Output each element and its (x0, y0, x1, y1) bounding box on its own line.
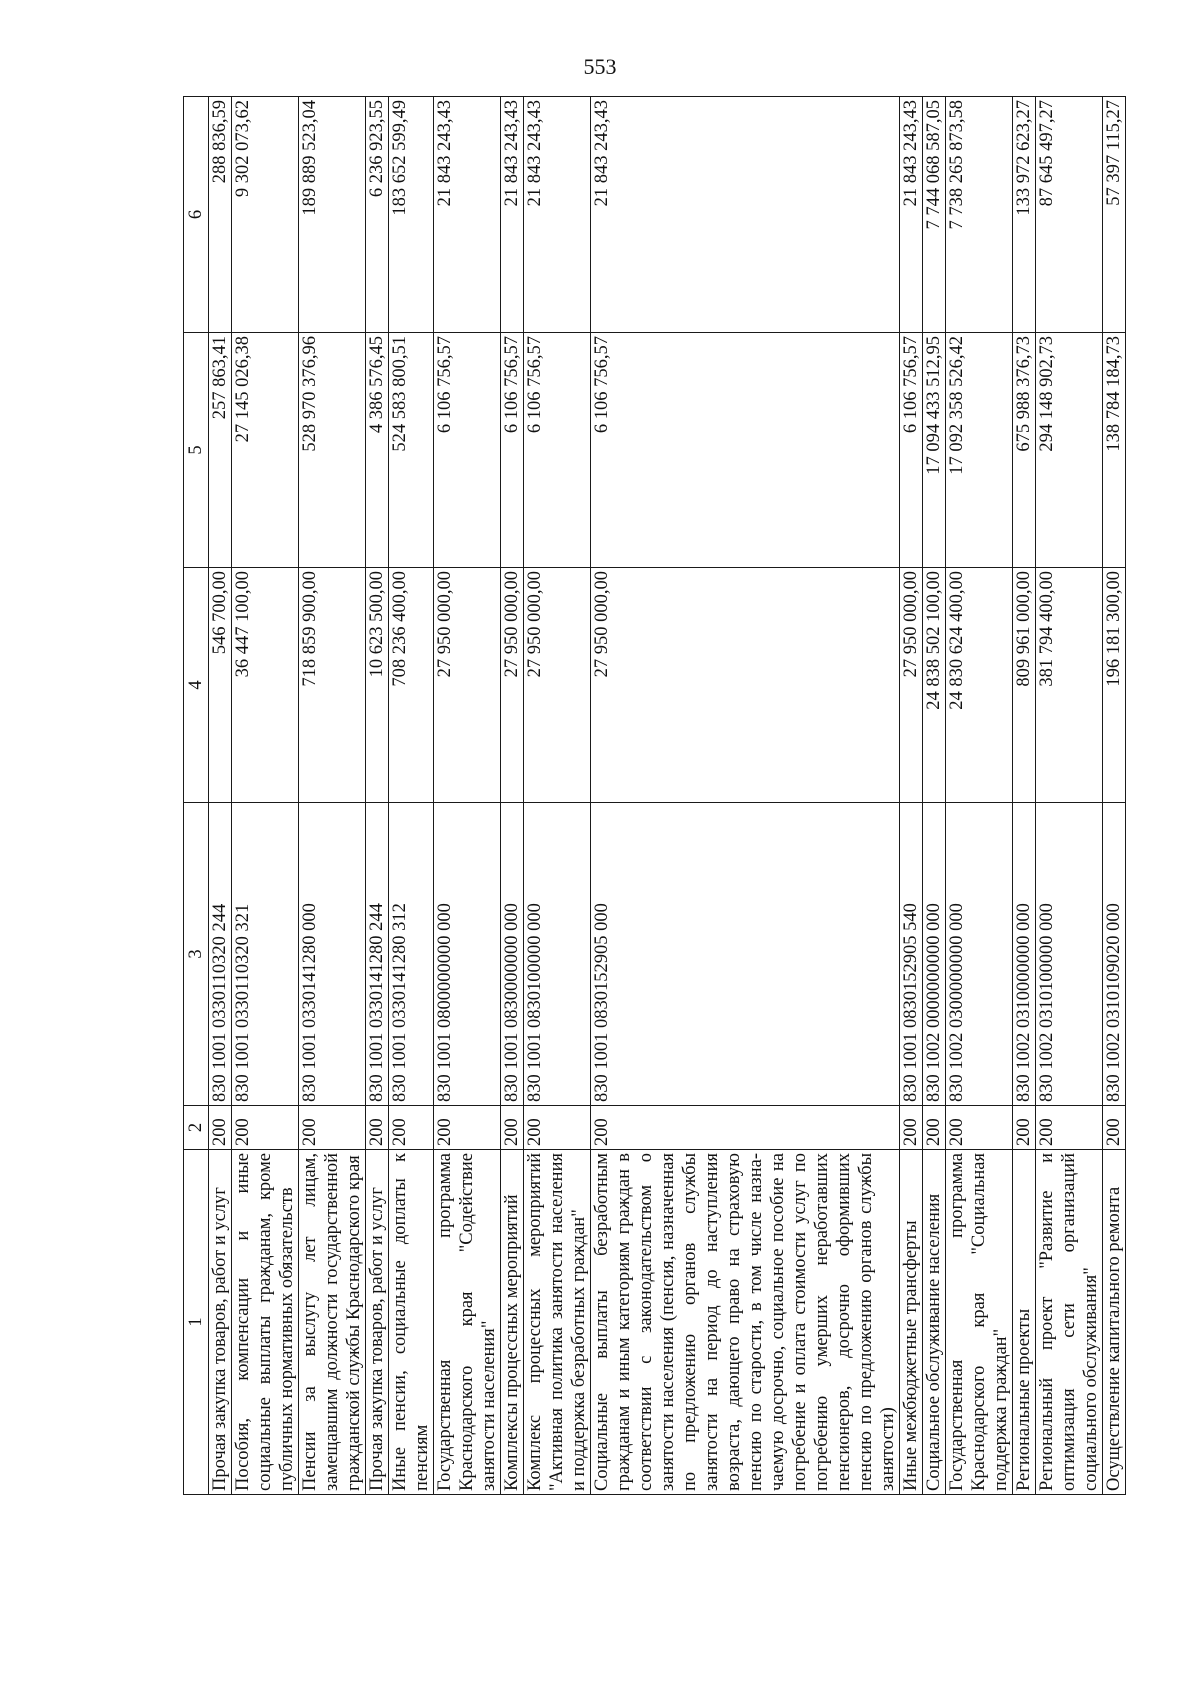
row-approved-amount: 196 181 300,00 (1103, 568, 1126, 803)
row-admin-code: 200 (389, 1106, 434, 1150)
row-name: Прочая закупка товаров, работ и услуг (209, 1150, 232, 1495)
row-executed-amount: 4 386 576,45 (366, 333, 389, 568)
row-unexecuted-amount: 9 302 073,62 (232, 97, 299, 333)
row-admin-code: 200 (366, 1106, 389, 1150)
row-classification-code: 830 1001 0800000000 000 (434, 803, 501, 1106)
row-executed-amount: 138 784 184,73 (1103, 333, 1126, 568)
row-unexecuted-amount: 183 652 599,49 (389, 97, 434, 333)
row-admin-code: 200 (1013, 1106, 1036, 1150)
header-col-3: 3 (184, 803, 209, 1106)
header-col-1: 1 (184, 1150, 209, 1495)
row-name: Государственная программа Краснодарского края "Социальная поддержка граждан" (946, 1150, 1013, 1495)
row-executed-amount: 524 583 800,51 (389, 333, 434, 568)
table-row (209, 97, 232, 1495)
row-admin-code: 200 (501, 1106, 524, 1150)
row-name: Прочая закупка товаров, работ и услуг (366, 1150, 389, 1495)
row-classification-code: 830 1002 0310100000 000 (1036, 803, 1103, 1106)
row-approved-amount: 27 950 000,00 (591, 568, 900, 803)
row-approved-amount: 36 447 100,00 (232, 568, 299, 803)
table-row (232, 97, 299, 1495)
row-unexecuted-amount: 21 843 243,43 (524, 97, 591, 333)
row-classification-code: 830 1001 0830000000 000 (501, 803, 524, 1106)
table-row (299, 97, 366, 1495)
row-classification-code: 830 1002 0000000000 000 (923, 803, 946, 1106)
row-name: Иные пенсии, социальные доплаты к пенсиям (389, 1150, 434, 1495)
row-unexecuted-amount: 21 843 243,43 (900, 97, 923, 333)
row-admin-code: 200 (1036, 1106, 1103, 1150)
row-executed-amount: 6 106 756,57 (524, 333, 591, 568)
row-name: Региональные проекты (1013, 1150, 1036, 1495)
row-approved-amount: 708 236 400,00 (389, 568, 434, 803)
row-classification-code: 830 1001 0330141280 312 (389, 803, 434, 1106)
row-admin-code: 200 (946, 1106, 1013, 1150)
row-executed-amount: 27 145 026,38 (232, 333, 299, 568)
row-classification-code: 830 1001 0830100000 000 (524, 803, 591, 1106)
table-row (389, 97, 434, 1495)
row-admin-code: 200 (209, 1106, 232, 1150)
table-row (366, 97, 389, 1495)
rotated-table-container (183, 97, 1124, 1495)
row-name: Комплекс процессных мероприятий "Активная политика занятости населения и поддержка безработных граждан" (524, 1150, 591, 1495)
row-executed-amount: 6 106 756,57 (591, 333, 900, 568)
table-row (524, 97, 591, 1495)
row-unexecuted-amount: 7 744 068 587,05 (923, 97, 946, 333)
row-name: Иные межбюджетные трансферты (900, 1150, 923, 1495)
table-row (1036, 97, 1103, 1495)
row-unexecuted-amount: 57 397 115,27 (1103, 97, 1126, 333)
row-admin-code: 200 (591, 1106, 900, 1150)
table-row (501, 97, 524, 1495)
row-name: Осуществление капитального ремонта (1103, 1150, 1126, 1495)
row-unexecuted-amount: 7 738 265 873,58 (946, 97, 1013, 333)
row-approved-amount: 10 623 500,00 (366, 568, 389, 803)
row-classification-code: 830 1001 0330110320 321 (232, 803, 299, 1106)
row-unexecuted-amount: 133 972 623,27 (1013, 97, 1036, 333)
table-row (591, 97, 900, 1495)
row-approved-amount: 27 950 000,00 (524, 568, 591, 803)
row-approved-amount: 24 830 624 400,00 (946, 568, 1013, 803)
row-name: Государственная программа Краснодарского края "Содействие занятости населения" (434, 1150, 501, 1495)
header-col-2: 2 (184, 1106, 209, 1150)
table-row (946, 97, 1013, 1495)
row-name: Социальные выплаты безработным гражданам и иным категориям граждан в соответствии с законодательством о занятости населения (пенсия, назначенная по предложению органов службы занятости на период до наступления возраста, дающего право на страховую пенсию по старости, в том числе назначаемую досрочно, социальное пособие на погребение и оплата стоимости услуг по погребению умерших неработавших пенсионеров, досрочно оформивших пенсию по предложению органов службы занятости) (591, 1150, 900, 1495)
row-executed-amount: 528 970 376,96 (299, 333, 366, 568)
row-classification-code: 830 1001 0330141280 244 (366, 803, 389, 1106)
row-unexecuted-amount: 21 843 243,43 (501, 97, 524, 333)
row-approved-amount: 546 700,00 (209, 568, 232, 803)
row-classification-code: 830 1001 0330110320 244 (209, 803, 232, 1106)
table-row (1103, 97, 1126, 1495)
row-executed-amount: 257 863,41 (209, 333, 232, 568)
budget-table (183, 96, 1126, 1495)
row-approved-amount: 27 950 000,00 (900, 568, 923, 803)
row-approved-amount: 381 794 400,00 (1036, 568, 1103, 803)
header-row (184, 97, 209, 1495)
row-executed-amount: 6 106 756,57 (434, 333, 501, 568)
row-executed-amount: 6 106 756,57 (900, 333, 923, 568)
row-admin-code: 200 (900, 1106, 923, 1150)
row-classification-code: 830 1002 0310109020 000 (1103, 803, 1126, 1106)
row-unexecuted-amount: 288 836,59 (209, 97, 232, 333)
row-unexecuted-amount: 87 645 497,27 (1036, 97, 1103, 333)
row-unexecuted-amount: 21 843 243,43 (434, 97, 501, 333)
row-approved-amount: 809 961 000,00 (1013, 568, 1036, 803)
header-col-5: 5 (184, 333, 209, 568)
row-executed-amount: 294 148 902,73 (1036, 333, 1103, 568)
row-classification-code: 830 1001 0830152905 000 (591, 803, 900, 1106)
header-col-6: 6 (184, 97, 209, 333)
row-admin-code: 200 (1103, 1106, 1126, 1150)
row-approved-amount: 27 950 000,00 (501, 568, 524, 803)
row-executed-amount: 17 094 433 512,95 (923, 333, 946, 568)
row-name: Социальное обслуживание населения (923, 1150, 946, 1495)
row-classification-code: 830 1002 0300000000 000 (946, 803, 1013, 1106)
row-unexecuted-amount: 189 889 523,04 (299, 97, 366, 333)
row-name: Комплексы процессных мероприятий (501, 1150, 524, 1495)
row-approved-amount: 24 838 502 100,00 (923, 568, 946, 803)
row-classification-code: 830 1001 0830152905 540 (900, 803, 923, 1106)
row-classification-code: 830 1001 0330141280 000 (299, 803, 366, 1106)
row-approved-amount: 27 950 000,00 (434, 568, 501, 803)
table-row (1013, 97, 1036, 1495)
row-executed-amount: 17 092 358 526,42 (946, 333, 1013, 568)
row-executed-amount: 6 106 756,57 (501, 333, 524, 568)
row-admin-code: 200 (299, 1106, 366, 1150)
row-unexecuted-amount: 21 843 243,43 (591, 97, 900, 333)
row-executed-amount: 675 988 376,73 (1013, 333, 1036, 568)
row-admin-code: 200 (232, 1106, 299, 1150)
table-row (900, 97, 923, 1495)
row-unexecuted-amount: 6 236 923,55 (366, 97, 389, 333)
row-classification-code: 830 1002 0310000000 000 (1013, 803, 1036, 1106)
table-row (434, 97, 501, 1495)
row-admin-code: 200 (434, 1106, 501, 1150)
row-name: Региональный проект "Развитие и оптимизация сети организаций социального обслуживания" (1036, 1150, 1103, 1495)
table-row (923, 97, 946, 1495)
page-number: 553 (583, 54, 617, 79)
row-admin-code: 200 (524, 1106, 591, 1150)
row-name: Пенсии за выслугу лет лицам, замещавшим должности государственной гражданской службы Краснодарского края (299, 1150, 366, 1495)
header-col-4: 4 (184, 568, 209, 803)
row-name: Пособия, компенсации и иные социальные выплаты гражданам, кроме публичных нормативных обязательств (232, 1150, 299, 1495)
row-approved-amount: 718 859 900,00 (299, 568, 366, 803)
row-admin-code: 200 (923, 1106, 946, 1150)
